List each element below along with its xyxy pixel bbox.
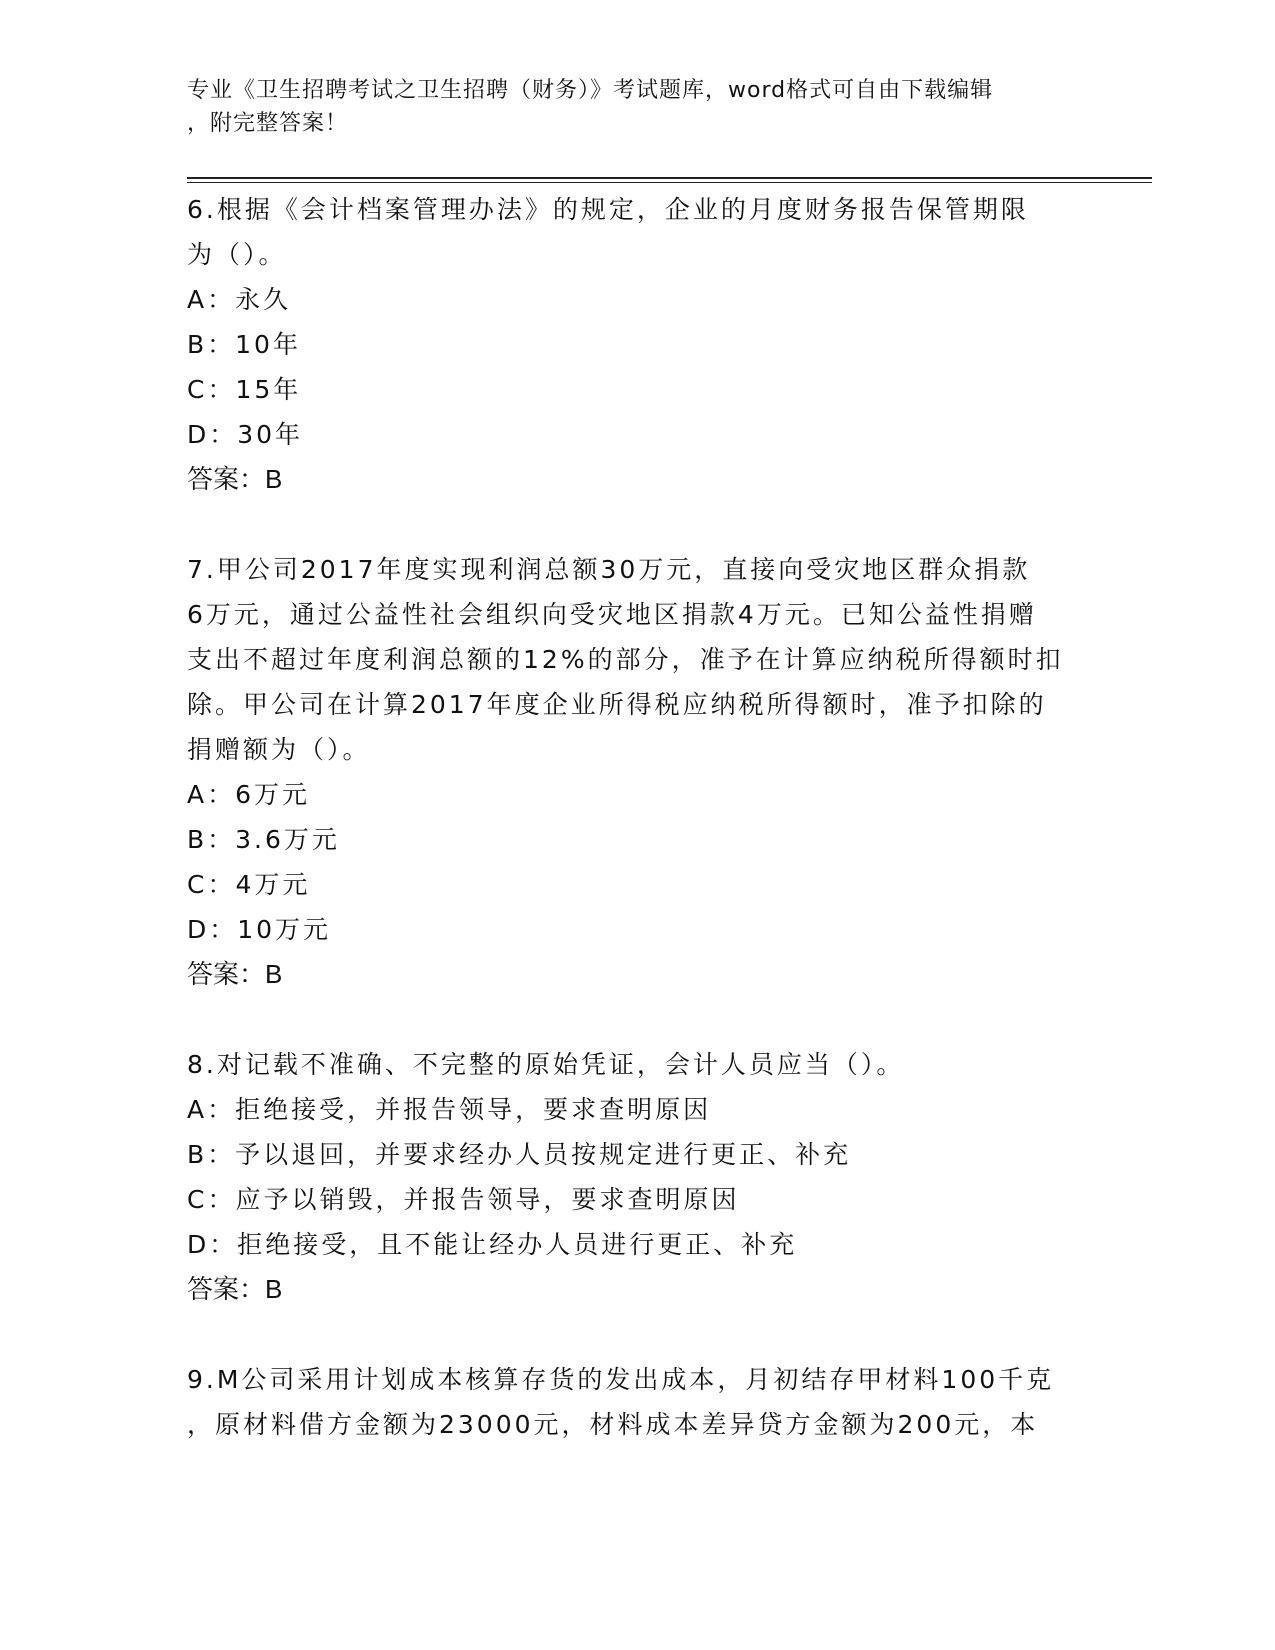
option-c: C：15年: [187, 375, 302, 404]
spacer: [187, 502, 1087, 547]
option-a: A：6万元: [187, 780, 311, 809]
option-b: B：3.6万元: [187, 825, 340, 854]
question-text-line: 捐赠额为（）。: [187, 735, 371, 764]
header-divider: [187, 177, 1152, 179]
question-text-line: 6.根据《会计档案管理办法》的规定，企业的月度财务报告保管期限: [187, 195, 1029, 224]
document-header: [187, 74, 1067, 140]
option-b: B：予以退回，并要求经办人员按规定进行更正、补充: [187, 1140, 852, 1169]
option-a: A：永久: [187, 285, 292, 314]
question-6: [187, 187, 1087, 502]
option-a: A：拒绝接受，并报告领导，要求查明原因: [187, 1095, 712, 1124]
answer-line: 答案：B: [187, 464, 283, 494]
question-8: [187, 1042, 1087, 1312]
question-7: [187, 547, 1087, 997]
spacer: [187, 1312, 1087, 1357]
header-divider-thin: [187, 182, 1152, 183]
option-d: D：30年: [187, 420, 304, 449]
spacer: [187, 997, 1087, 1042]
question-9: [187, 1357, 1087, 1447]
option-c: C：应予以销毁，并报告领导，要求查明原因: [187, 1185, 740, 1214]
option-b: B：10年: [187, 330, 301, 359]
header-line-2: ，附完整答案！: [187, 111, 349, 136]
question-text-line: ，原材料借方金额为23000元，材料成本差异贷方金额为200元，本: [187, 1410, 1039, 1439]
question-list: [187, 187, 1087, 1447]
question-text-line: 7.甲公司2017年度实现利润总额30万元，直接向受灾地区群众捐款: [187, 555, 1031, 584]
option-c: C：4万元: [187, 870, 311, 899]
option-d: D：拒绝接受，且不能让经办人员进行更正、补充: [187, 1230, 798, 1259]
question-text-line: 支出不超过年度利润总额的12%的部分，准予在计算应纳税所得额时扣: [187, 645, 1064, 674]
option-d: D：10万元: [187, 915, 332, 944]
answer-line: 答案：B: [187, 1274, 283, 1304]
question-text-line: 为（）。: [187, 240, 287, 269]
question-text-line: 除。甲公司在计算2017年度企业所得税应纳税所得额时，准予扣除的: [187, 690, 1047, 719]
header-line-1: 专业《卫生招聘考试之卫生招聘（财务）》考试题库，word格式可自由下载编辑: [187, 78, 994, 103]
question-text-line: 8.对记载不准确、不完整的原始凭证，会计人员应当（）。: [187, 1050, 905, 1079]
answer-line: 答案：B: [187, 959, 283, 989]
question-text-line: 6万元，通过公益性社会组织向受灾地区捐款4万元。已知公益性捐赠: [187, 600, 1037, 629]
question-text-line: 9.M公司采用计划成本核算存货的发出成本，月初结存甲材料100千克: [187, 1365, 1055, 1394]
